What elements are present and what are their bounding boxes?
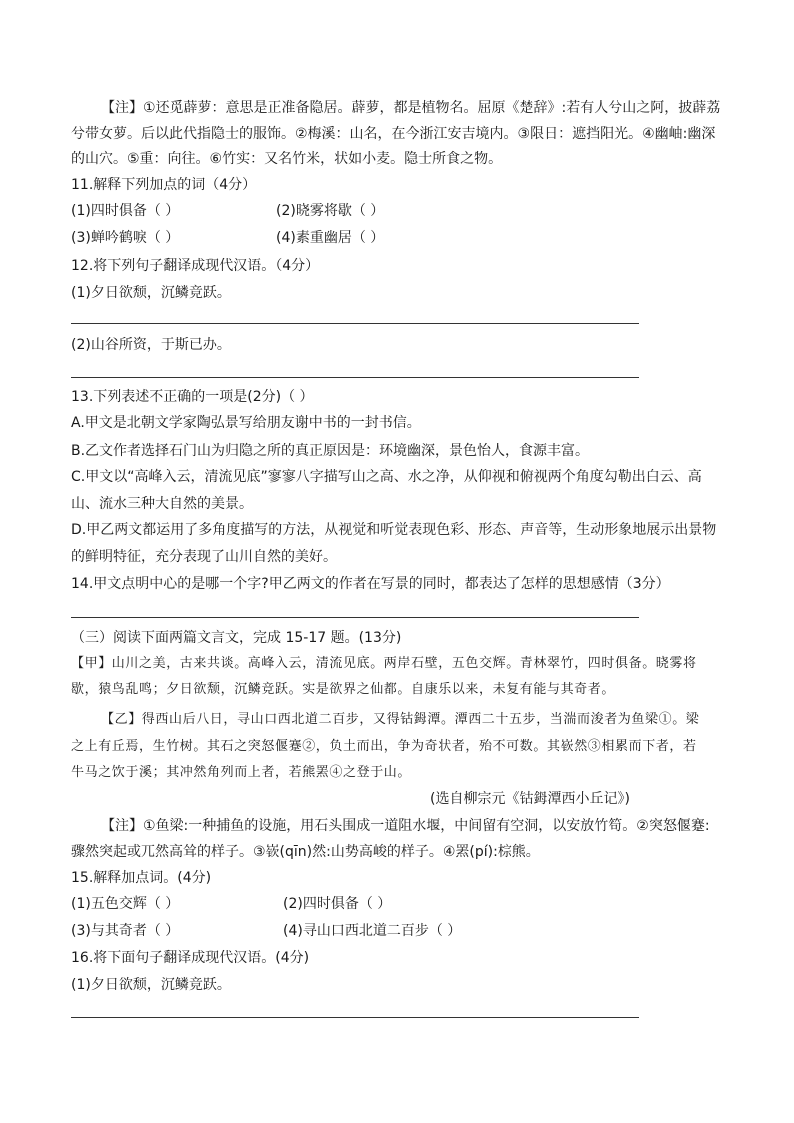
- answer-line: [71, 1017, 639, 1018]
- q12-sentence-1: (1)夕日欲颓，沉鳞竞跃。: [71, 285, 231, 301]
- q11-item-1: (1)四时俱备（ ）: [71, 203, 180, 219]
- passage-jia-line-1: 【甲】山川之美，古来共谈。高峰入云，清流见底。两岸石壁，五色交辉。青林翠竹，四时俱备。晓雾将: [71, 656, 697, 671]
- q12-sentence-2: (2)山谷所资，于斯已办。: [71, 337, 231, 353]
- passage-yi-line-3: 牛马之饮于溪；其冲然角列而上者，若熊罴④之登于山。: [71, 765, 412, 780]
- question-12-title: 12.将下列句子翻译成现代汉语。（4分）: [71, 258, 320, 274]
- q15-item-1: (1)五色交辉（ ）: [71, 896, 180, 912]
- q13-option-b: B.乙文作者选择石门山为归隐之所的真正原因是：环境幽深，景色怡人，食源丰富。: [71, 443, 590, 459]
- passage-yi-line-1: 【乙】得西山后八日，寻山口西北道二百步，又得钴鉧潭。潭西二十五步，当湍而浚者为鱼梁①。梁: [101, 712, 700, 727]
- q13-option-c-line-2: 山、流水三种大自然的美景。: [71, 496, 253, 512]
- q13-option-d-line-1: D.甲乙两文都运用了多角度描写的方法，从视觉和听觉表现色彩、形态、声音等，生动形象地展示出景物: [71, 522, 717, 538]
- q15-item-2: (2)四时俱备（ ）: [283, 896, 392, 912]
- question-13-title: 13.下列表述不正确的一项是(2分)（ ）: [71, 389, 314, 405]
- question-14-title: 14.甲文点明中心的是哪一个字?甲乙两文的作者在写景的同时，都表达了怎样的思想感情（3分）: [71, 576, 670, 592]
- answer-line: [71, 377, 639, 378]
- q13-option-c-line-1: C.甲文以“高峰入云，清流见底”寥寥八字描写山之高、水之净，从仰视和俯视两个角度勾勒出白云、高: [71, 469, 702, 485]
- note-line-2: 兮带女萝。后以此代指隐士的服饰。②梅溪：山名，在今浙江安吉境内。③限日：遮挡阳光。④幽岫:幽深: [71, 126, 716, 142]
- passage-jia-line-2: 歇，猿鸟乱鸣；夕日欲颓，沉鳞竞跃。实是欲界之仙都。自康乐以来，未复有能与其奇者。: [71, 682, 616, 697]
- q16-sentence-1: (1)夕日欲颓，沉鳞竞跃。: [71, 977, 231, 993]
- q11-item-3: (3)蝉吟鹤唳（ ）: [71, 230, 180, 246]
- q11-item-2: (2)晓雾将歇（ ）: [276, 203, 385, 219]
- answer-line: [71, 323, 639, 324]
- q13-option-a: A.甲文是北朝文学家陶弘景写给朋友谢中书的一封书信。: [71, 415, 421, 431]
- passage-yi-line-2: 之上有丘焉，生竹树。其石之突怒偃蹇②，负土而出，争为奇状者，殆不可数。其嵚然③相累而下者，若: [71, 739, 697, 754]
- section-3-note-line-2: 骤然突起或兀然高耸的样子。③嵚(qīn)然:山势高峻的样子。④罴(pí):棕熊。: [71, 844, 540, 860]
- question-15-title: 15.解释加点词。(4分): [71, 870, 212, 886]
- q15-item-3: (3)与其奇者（ ）: [71, 923, 180, 939]
- answer-line: [71, 617, 639, 618]
- question-11-title: 11.解释下列加点的词（4分）: [71, 177, 257, 193]
- note-line-1: 【注】①还觅薜萝：意思是正准备隐居。薜萝，都是植物名。屈原《楚辞》:若有人兮山之阿，披薜荔: [101, 100, 721, 116]
- q11-item-4: (4)素重幽居（ ）: [276, 230, 385, 246]
- q15-item-4: (4)寻山口西北道二百步（ ）: [283, 923, 462, 939]
- section-3-note-line-1: 【注】①鱼梁:一种捕鱼的设施，用石头围成一道阻水堰，中间留有空洞，以安放竹笱。②突怒偃蹇:: [101, 818, 710, 834]
- note-line-3: 的山穴。⑤重：向往。⑥竹实：又名竹米，状如小麦。隐士所食之物。: [71, 151, 503, 167]
- question-16-title: 16.将下面句子翻译成现代汉语。(4分): [71, 950, 310, 966]
- section-3-title: （三）阅读下面两篇文言文，完成 15-17 题。(13分): [71, 630, 402, 646]
- q13-option-d-line-2: 的鲜明特征，充分表现了山川自然的美好。: [71, 549, 337, 565]
- passage-source: (选自柳宗元《钴鉧潭西小丘记》): [430, 791, 630, 807]
